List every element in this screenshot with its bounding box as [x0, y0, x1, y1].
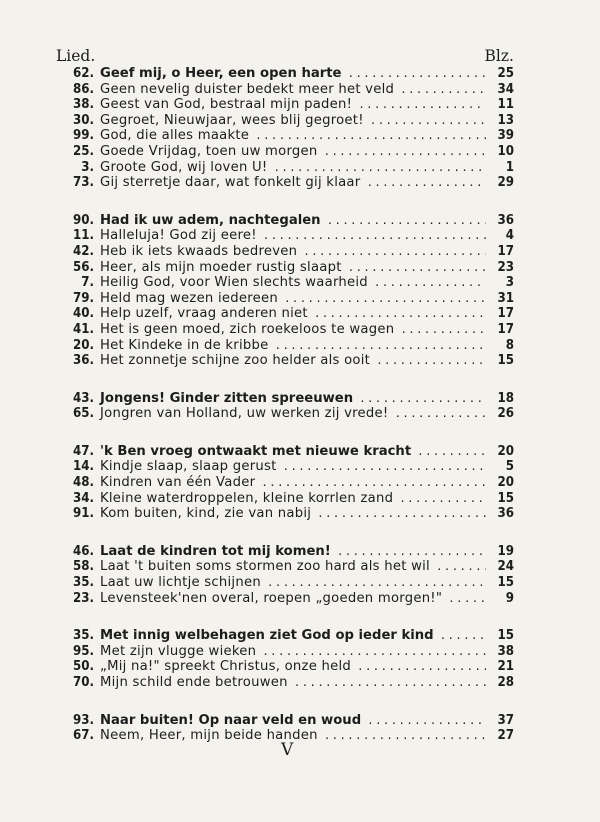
song-number: 23.: [72, 590, 94, 606]
dot-leader: [284, 291, 486, 307]
dot-leader: [324, 144, 487, 160]
column-header-page-number: Blz.: [484, 47, 514, 65]
index-entry: [60, 144, 514, 160]
song-number: 50.: [72, 659, 94, 675]
song-title: Het Kindeke in de kribbe: [100, 337, 269, 353]
index-entry: [60, 228, 514, 244]
index-entry: [60, 444, 514, 460]
song-number: 7.: [81, 275, 94, 291]
page-number: 29: [497, 175, 514, 191]
song-number: 62.: [72, 66, 94, 81]
page-number: 20: [497, 475, 514, 491]
song-number: 20.: [72, 337, 94, 353]
song-number: 91.: [72, 506, 94, 522]
page-number: 31: [497, 290, 514, 306]
song-title: Gegroet, Nieuwjaar, wees blij gegroet!: [100, 112, 364, 128]
page-number: 9: [505, 590, 514, 606]
page-number: 24: [497, 559, 514, 575]
column-header-song-number: Lied.: [56, 47, 96, 65]
page-number: 1: [505, 159, 514, 175]
dot-leader: [394, 406, 486, 422]
song-title: Held mag wezen iedereen: [100, 290, 278, 306]
page-number: 34: [497, 81, 514, 97]
song-number: 47.: [72, 443, 94, 459]
index-entry: [60, 506, 514, 522]
song-title: Met innig welbehagen ziet God op ieder kind: [100, 628, 434, 644]
dot-leader: [374, 275, 486, 291]
index-entry: [60, 575, 514, 591]
dot-leader: [440, 628, 486, 644]
song-number: 43.: [72, 390, 94, 406]
index-entry: [60, 644, 514, 660]
song-number: 35.: [72, 575, 94, 591]
song-title: Laat 't buiten soms stormen zoo hard als het wil: [100, 559, 430, 575]
song-title: Had ik uw adem, nachtegalen: [100, 212, 321, 228]
dot-leader: [327, 213, 486, 229]
song-number: 70.: [72, 675, 94, 690]
page-number: 4: [505, 228, 514, 244]
page-number: 15: [497, 628, 514, 644]
index-entry: [60, 491, 514, 507]
dot-leader: [314, 306, 486, 322]
dot-leader: [348, 260, 486, 276]
page-number: 38: [497, 643, 514, 659]
song-title: Kindje slaap, slaap gerust: [100, 459, 277, 475]
dot-leader: [400, 82, 486, 98]
dot-leader: [283, 459, 486, 475]
dot-leader: [359, 391, 486, 407]
index-entry: [60, 275, 514, 291]
song-title: Mijn schild ende betrouwen: [100, 675, 288, 690]
song-title: Heilig God, voor Wien slechts waarheid: [100, 275, 368, 291]
song-title: Kindren van één Vader: [100, 475, 256, 491]
song-number: 67.: [72, 728, 94, 744]
index-entry: [60, 559, 514, 575]
song-number: 79.: [72, 290, 94, 306]
dot-leader: [263, 228, 486, 244]
song-title: Heb ik iets kwaads bedreven: [100, 243, 298, 259]
song-number: 38.: [72, 97, 94, 113]
song-title: Kom buiten, kind, zie van nabij: [100, 506, 312, 522]
song-title: God, die alles maakte: [100, 128, 250, 144]
song-number: 30.: [72, 112, 94, 128]
page-number: 10: [497, 143, 514, 159]
index-entry: [60, 475, 514, 491]
song-title: Halleluja! God zij eere!: [100, 228, 257, 244]
page-number: 25: [497, 66, 514, 81]
page-number: 23: [497, 259, 514, 275]
song-title: Heer, als mijn moeder rustig slaapt: [100, 259, 342, 275]
song-title: Levensteek'nen overal, roepen „goeden morgen!": [100, 590, 443, 606]
song-title: „Mij na!" spreekt Christus, onze held: [100, 659, 352, 675]
song-title: Neem, Heer, mijn beide handen: [100, 728, 318, 744]
index-entry: [60, 544, 514, 560]
page-number: 8: [505, 337, 514, 353]
dot-leader: [436, 559, 486, 575]
song-number: 48.: [72, 475, 94, 491]
index-entry: [60, 66, 514, 82]
song-title: Met zijn vlugge wieken: [100, 643, 257, 659]
song-title: Naar buiten! Op naar veld en woud: [100, 712, 362, 728]
dot-leader: [367, 713, 486, 729]
song-title: Laat uw lichtje schijnen: [100, 575, 261, 591]
song-title: Goede Vrijdag, toen uw morgen: [100, 143, 318, 159]
index-entry: [60, 306, 514, 322]
song-number: 34.: [72, 490, 94, 506]
song-index-list: [60, 66, 514, 744]
song-number: 35.: [72, 628, 94, 644]
index-entry: [60, 291, 514, 307]
song-number: 56.: [72, 259, 94, 275]
index-entry: [60, 160, 514, 176]
song-number: 14.: [72, 459, 94, 475]
index-group: [60, 391, 514, 422]
index-entry: [60, 659, 514, 675]
song-title: Het zonnetje schijne zoo helder als ooit: [100, 353, 371, 369]
dot-leader: [262, 644, 486, 660]
dot-leader: [417, 444, 486, 460]
song-number: 65.: [72, 406, 94, 422]
page-number: 15: [497, 575, 514, 591]
page-number: 27: [497, 728, 514, 744]
song-number: 40.: [72, 306, 94, 322]
index-entry: [60, 175, 514, 191]
index-entry: [60, 113, 514, 129]
index-group: [60, 66, 514, 191]
page-number: 26: [497, 406, 514, 422]
index-entry: [60, 391, 514, 407]
dot-leader: [255, 128, 486, 144]
page-number-footer: V: [281, 740, 294, 760]
dot-leader: [294, 675, 486, 691]
dot-leader: [324, 728, 486, 744]
page-number: 11: [497, 97, 514, 113]
song-number: 11.: [72, 228, 94, 244]
song-title: Groote God, wij loven U!: [100, 159, 268, 175]
page-number: 36: [497, 212, 514, 228]
song-title: 'k Ben vroeg ontwaakt met nieuwe kracht: [100, 443, 412, 459]
page-number: 15: [497, 490, 514, 506]
index-entry: [60, 406, 514, 422]
dot-leader: [261, 475, 486, 491]
index-entry: [60, 459, 514, 475]
index-entry: [60, 322, 514, 338]
song-title: Geef mij, o Heer, een open harte: [100, 66, 342, 81]
index-entry: [60, 128, 514, 144]
song-title: Kleine waterdroppelen, kleine korrlen zand: [100, 490, 394, 506]
dot-leader: [275, 338, 487, 354]
page-number: 3: [505, 275, 514, 291]
index-entry: [60, 97, 514, 113]
song-title: Het is geen moed, zich roekeloos te wagen: [100, 321, 395, 337]
dot-leader: [337, 544, 486, 560]
page-number: 36: [497, 506, 514, 522]
dot-leader: [400, 322, 486, 338]
page-number: 13: [497, 112, 514, 128]
index-entry: [60, 675, 514, 691]
index-entry: [60, 628, 514, 644]
song-number: 93.: [72, 712, 94, 728]
song-title: Help uzelf, vraag anderen niet: [100, 306, 308, 322]
index-group: [60, 444, 514, 522]
song-number: 25.: [72, 143, 94, 159]
song-number: 42.: [72, 243, 94, 259]
page-number: 17: [497, 321, 514, 337]
dot-leader: [357, 659, 486, 675]
index-entry: [60, 82, 514, 98]
index-entry: [60, 244, 514, 260]
page-number: 39: [497, 128, 514, 144]
dot-leader: [303, 244, 486, 260]
song-number: 99.: [72, 128, 94, 144]
index-entry: [60, 591, 514, 607]
song-number: 46.: [72, 543, 94, 559]
song-number: 3.: [81, 159, 94, 175]
song-title: Jongren van Holland, uw werken zij vrede!: [100, 406, 389, 422]
song-title: Gij sterretje daar, wat fonkelt gij klaar: [100, 175, 361, 191]
dot-leader: [399, 491, 486, 507]
page-number: 20: [497, 443, 514, 459]
song-number: 86.: [72, 81, 94, 97]
song-number: 95.: [72, 643, 94, 659]
index-entry: [60, 713, 514, 729]
song-number: 58.: [72, 559, 94, 575]
index-group: [60, 628, 514, 690]
page-number: 17: [497, 306, 514, 322]
page-number: 37: [497, 712, 514, 728]
dot-leader: [317, 506, 486, 522]
page-number: 5: [505, 459, 514, 475]
page-number: 19: [497, 543, 514, 559]
song-title: Geen nevelig duister bedekt meer het veld: [100, 81, 395, 97]
song-number: 90.: [72, 212, 94, 228]
dot-leader: [370, 113, 486, 129]
dot-leader: [267, 575, 486, 591]
page-number: 21: [497, 659, 514, 675]
dot-leader: [348, 66, 487, 82]
dot-leader: [448, 591, 486, 607]
page-number: 18: [497, 390, 514, 406]
dot-leader: [358, 97, 486, 113]
page-number: 28: [497, 675, 514, 690]
dot-leader: [366, 175, 486, 191]
dot-leader: [376, 353, 486, 369]
index-group: [60, 213, 514, 369]
song-number: 73.: [72, 175, 94, 191]
index-entry: [60, 353, 514, 369]
song-title: Jongens! Ginder zitten spreeuwen: [100, 390, 354, 406]
page-number: 17: [497, 243, 514, 259]
page-number: 15: [497, 353, 514, 369]
song-number: 36.: [72, 353, 94, 369]
song-title: Laat de kindren tot mij komen!: [100, 543, 331, 559]
dot-leader: [273, 160, 486, 176]
index-entry: [60, 213, 514, 229]
index-entry: [60, 260, 514, 276]
song-title: Geest van God, bestraal mijn paden!: [100, 97, 353, 113]
song-number: 41.: [72, 321, 94, 337]
index-group: [60, 544, 514, 606]
index-entry: [60, 338, 514, 354]
